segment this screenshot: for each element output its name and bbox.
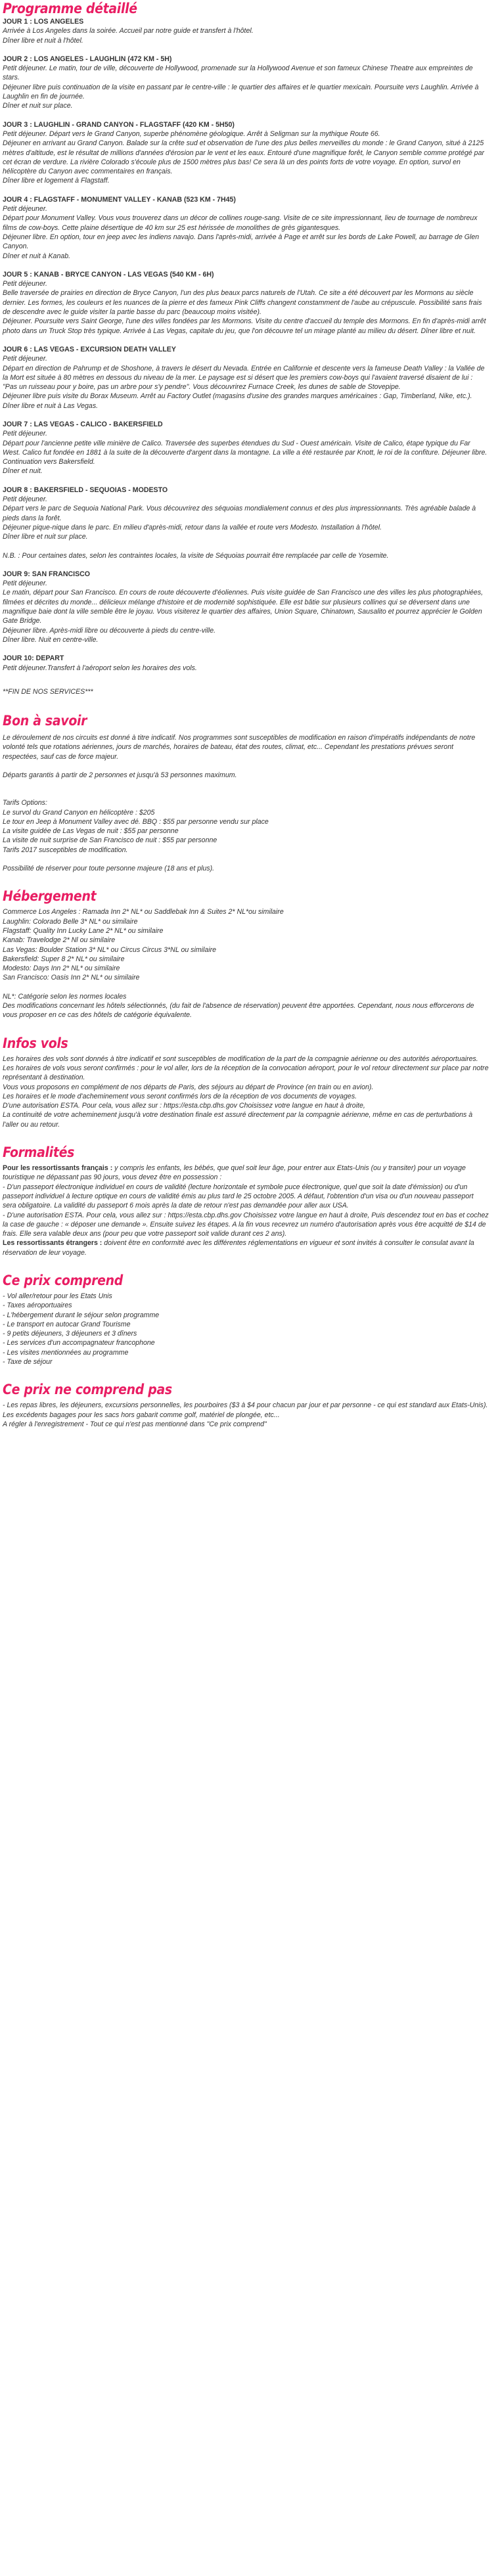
day-line: Dîner libre et nuit à l'hôtel. xyxy=(3,36,83,45)
day-block xyxy=(3,570,489,644)
hotel-item: Las Vegas: Boulder Station 3* NL* ou Circus Circus 3*NL ou similaire xyxy=(3,945,217,954)
hotel-item: San Francisco: Oasis Inn 2* NL* ou similaire xyxy=(3,974,140,982)
included-item: - Taxe de séjour xyxy=(3,1358,53,1367)
day-title: JOUR 7 : LAS VEGAS - CALICO - BAKERSFIELD xyxy=(3,420,163,428)
formalites-p4 xyxy=(3,1238,489,1257)
prix-comprend-list xyxy=(3,1292,489,1367)
formalites-p1-bold: Pour les ressortissants français : xyxy=(3,1164,113,1173)
options-list xyxy=(3,808,489,855)
included-item: - Vol aller/retour pour les Etats Unis xyxy=(3,1292,112,1300)
infos-vols-list xyxy=(3,1054,489,1129)
day-line: Dîner libre et nuit sur place. xyxy=(3,533,88,541)
day-line: Belle traversée de prairies en direction de Bryce Canyon, l'un des plus beaux parcs naturels de l'Utah. Ce site a été découvert par les Mormons au siècle dernier. Les formes, les couleurs et les nuances de la pierre et des fameux Pink Cliffs changent constamment de l'aube au crépuscule. Possibilité sans frais de descendre avec le guide visiter la partie basse du parc (beaucoup moins visitée). xyxy=(3,289,482,317)
day-line: Départ en direction de Pahrump et de Shoshone, à travers le désert du Nevada. Entrée en Californie et descente vers la fameuse Death Valley : la Vallée de la Mort est située à 80 mètres en dessous du niveau de la mer. Le paysage est si désert que les premiers cow-boys qui l'avaient traversé disaient de lui : "Pas un ruisseau pour y boire, pas un arbre pour s'y pendre". Vous découvrirez Furnace Creek, les dunes de sable de Stovepipe. xyxy=(3,364,485,392)
vol-info-line: Les horaires de vols vous seront confirmés : pour le vol aller, lors de la réception de la convocation aéroport, pour le vol retour directement sur place par notre représentant à destination. xyxy=(3,1064,489,1082)
hotel-note-2: Des modifications concernant les hôtels sélectionnés, (du fait de l'absence de réservation) peuvent être apportées. Cependant, nous nous efforcerons de vous proposer en ce cas des hôtels de catégorie équivalente. xyxy=(3,1002,474,1020)
included-item: - Les visites mentionnées au programme xyxy=(3,1348,129,1357)
day-line: Petit déjeuner. Le matin, tour de ville, découverte de Hollywood, promenade sur la Hollywood Avenue et son fameux Chinese Theatre aux empreintes de stars. xyxy=(3,64,473,82)
day-title: JOUR 9: SAN FRANCISCO xyxy=(3,570,91,578)
day-line: Déjeuner en arrivant au Grand Canyon. Balade sur la crête sud et observation de l'une des plus belles merveilles du monde : le Grand Canyon, situé à 2125 mètres d'altitude, est le résultat de millions d'années d'érosion par le vent et les eaux. Entouré d'une magnifique forêt, le Canyon semble comme protégé par cet écran de verdure. La rivière Colorado s'écoule plus de 1500 mètres plus bas! Ce sera là un des points forts de votre voyage. En option, survol en hélicoptère du Canyon avec commentaires en français. xyxy=(3,139,484,176)
day-block xyxy=(3,270,489,336)
day-title: JOUR 10: DEPART xyxy=(3,654,64,663)
day-block xyxy=(3,654,489,673)
day-line: Dîner libre et nuit à Las Vegas. xyxy=(3,401,99,410)
day-line: Petit déjeuner. Départ vers le Grand Canyon, superbe phénomène géologique. Arrêt à Seligman sur la mythique Route 66. xyxy=(3,129,380,138)
day-title: JOUR 1 : LOS ANGELES xyxy=(3,18,84,26)
included-item: - Le transport en autocar Grand Tourisme xyxy=(3,1320,131,1328)
day-block xyxy=(3,55,489,111)
day-line: Petit déjeuner. xyxy=(3,355,47,363)
day-title: JOUR 5 : KANAB - BRYCE CANYON - LAS VEGAS (540 KM - 6H) xyxy=(3,270,214,279)
day-line: Petit déjeuner. xyxy=(3,579,47,588)
hebergement-heading: Hébergement xyxy=(3,888,97,905)
day-title: JOUR 3 : LAUGHLIN - GRAND CANYON - FLAGSTAFF (420 KM - 5H50) xyxy=(3,120,235,129)
day-line: Petit déjeuner. xyxy=(3,280,47,288)
formalites-p1 xyxy=(3,1164,489,1183)
reserve-text: Possibilité de réserver pour toute personne majeure (18 ans et plus). xyxy=(3,865,215,873)
excluded-item: - Les repas libres, les déjeuners, excursions personnelles, les pourboires ($3 à $4 pour chacun par jour et par personne - ce qui est standard aux Etats-Unis). Les excédents bagages pour les sacs hors gabarit comme golf, matériel de plongée, etc... xyxy=(3,1401,488,1419)
departures-text: Départs garantis à partir de 2 personnes et jusqu'à 53 personnes maximum. xyxy=(3,771,237,779)
option-item: Le tour en Jeep à Monument Valley avec dé. BBQ : $55 par personne vendu sur place xyxy=(3,817,269,826)
excluded-item: A régler à l'enregistrement - Tout ce qui n'est pas mentionné dans "Ce prix comprend" xyxy=(3,1420,267,1428)
day-title: JOUR 2 : LOS ANGELES - LAUGHLIN (472 KM - 5H) xyxy=(3,55,172,63)
day-line: Petit déjeuner. xyxy=(3,205,47,214)
options-title: Tarifs Options: xyxy=(3,799,47,807)
vol-info-line: La continuité de votre acheminement jusqu'à votre destination finale est assuré directement par la compagnie aérienne, même en cas de perturbations à l'aller ou au retour. xyxy=(3,1111,473,1129)
day-line: Déjeuner pique-nique dans le parc. En milieu d'après-midi, retour dans la vallée et route vers Modesto. Installation à l'hôtel. xyxy=(3,523,382,531)
formalites-heading: Formalités xyxy=(3,1144,75,1161)
prix-ne-comprend-list xyxy=(3,1401,489,1429)
option-item: Le survol du Grand Canyon en hélicoptère : $205 xyxy=(3,808,155,817)
option-item: La visite de nuit surprise de San Francisco de nuit : $55 par personne xyxy=(3,836,217,845)
vol-info-line: Les horaires et le mode d'acheminement vous seront confirmés lors de la réception de vos documents de voyages. xyxy=(3,1092,357,1100)
day-line: Déjeuner libre puis continuation de la visite en passant par le centre-ville : le quartier des affaires et le quartier mexicain. Poursuite vers Laughlin. Arrivée à Laughlin en fin de journée. xyxy=(3,83,479,101)
day-block xyxy=(3,195,489,261)
option-item: La visite guidée de Las Vegas de nuit : $55 par personne xyxy=(3,827,179,836)
day-line: Petit déjeuner. xyxy=(3,495,47,504)
bon-a-savoir-heading: Bon à savoir xyxy=(3,713,87,729)
programme-heading: Programme détaillé xyxy=(3,1,137,16)
day-note: N.B. : Pour certaines dates, selon les contraintes locales, la visite de Séquoias pourrait être remplacée par celle de Yosemite. xyxy=(3,551,389,560)
day-line: Départ vers le parc de Sequoia National Park. Vous découvrirez des séquoias mondialement connus et des plus impressionnants. Très agréable balade à pieds dans la forêt. xyxy=(3,505,476,522)
included-item: - L'hébergement durant le séjour selon programme xyxy=(3,1311,160,1319)
day-line: Déjeuner. Poursuite vers Saint George, l'une des villes fondées par les Mormons. Visite du centre d'accueil du temple des Mormons. En fin d'après-midi arrêt photo dans un Truck Stop très typique. Arrivée à Las Vegas, capitale du jeu, que l'on découvre tel un mirage planté au milieu du désert. Dîner libre et nuit. xyxy=(3,317,486,335)
day-line: Dîner libre. Nuit en centre-ville. xyxy=(3,635,99,644)
end-marker: **FIN DE NOS SERVICES*** xyxy=(3,687,93,696)
hotel-item: Commerce Los Angeles : Ramada Inn 2* NL* ou Saddlebak Inn & Suites 2* NL*ou similaire xyxy=(3,908,284,916)
day-line: Déjeuner libre. Après-midi libre ou découverte à pieds du centre-ville. xyxy=(3,626,216,635)
day-title: JOUR 8 : BAKERSFIELD - SEQUOIAS - MODESTO xyxy=(3,486,168,494)
formalites-p1-text: y compris les enfants, les bébés, que quel soit leur âge, pour entrer aux Etats-Unis (ou y transiter) pour un voyage touristique ne dépassant pas 90 jours, vous devez être en possession : xyxy=(3,1164,466,1182)
hotel-note-1: NL*: Catégorie selon les normes locales xyxy=(3,992,127,1001)
formalites-p3: - D'une autorisation ESTA. Pour cela, vous allez sur : https://esta.cbp.dhs.gov Choisissez votre langue en haut à droite, Puis descendez tout en bas et cochez la case de gauche : « déposer une demande ». Ensuite suivez les étapes. A la fin vous recevrez un numéro d'autorisation après vous être acquitté de $14 de frais. Elle sera valable deux ans (pour peu que votre passeport soit valide durant ces 2 ans). xyxy=(3,1211,489,1238)
day-line: Dîner et nuit. xyxy=(3,467,43,476)
day-line: Déjeuner libre puis visite du Borax Museum. Arrêt au Factory Outlet (magasins d'usine des grandes marques américaines : Gap, Timberland, Nike, etc.). xyxy=(3,392,472,401)
vol-info-line: D'une autorisation ESTA. Pour cela, vous allez sur : https://esta.cbp.dhs.gov Choisissez votre langue en haut à droite, xyxy=(3,1102,365,1110)
bon-a-savoir-paragraph: Le déroulement de nos circuits est donné à titre indicatif. Nos programmes sont susceptibles de modification en raison d'impératifs indépendants de notre volonté tels que rotations aériennes, jours de marchés, horaires de bateau, état des routes, climat, etc... Cependant les prestations prévues seront respectées, sauf cas de force majeur. xyxy=(3,734,476,761)
day-title: JOUR 4 : FLAGSTAFF - MONUMENT VALLEY - KANAB (523 KM - 7H45) xyxy=(3,195,236,204)
day-line: Départ pour l'ancienne petite ville minière de Calico. Traversée des superbes étendues du Sud - Ouest américain. Visite de Calico, étape typique du Far West. Calico fut fondée en 1881 à la suite de la découverte d'argent dans la montagne. La ville a été restaurée par Knott, le roi de la confiture. Déjeuner libre. xyxy=(3,439,487,457)
included-item: - Les services d'un accompagnateur francophone xyxy=(3,1339,155,1347)
day-line: Départ pour Monument Valley. Vous vous trouverez dans un décor de collines rouge-sang. Visite de ce site impressionnant, lieu de tournage de nombreux films de cow-boys. Cette plaine désertique de 40 km sur 25 est hérissée de monolithes de grès gigantesques. xyxy=(3,214,478,232)
day-block xyxy=(3,486,489,560)
day-block xyxy=(3,420,489,476)
infos-vols-heading: Infos vols xyxy=(3,1035,68,1051)
day-line: Dîner libre et logement à Flagstaff. xyxy=(3,177,110,185)
hotel-item: Kanab: Travelodge 2* Nl ou similaire xyxy=(3,936,116,945)
included-item: - 9 petits déjeuners, 3 déjeuners et 3 dîners xyxy=(3,1330,137,1338)
hotels-list xyxy=(3,907,489,982)
hotel-item: Laughlin: Colorado Belle 3* NL* ou similaire xyxy=(3,917,138,926)
day-line: Le matin, départ pour San Francisco. En cours de route découverte d'éoliennes. Puis visite guidée de San Francisco une des villes les plus photographiées, filmées et décrites du monde... délicieux mélange d'histoire et de modernité sophistiquée. Elle est bâtie sur plusieurs collines qui se déversent dans une magnifique baie dont la ville semble être le joyau. Vous visiterez le quartier des affaires, Union Square, Chinatown, Sausalito et pourrez apprécier le Golden Gate Bridge. xyxy=(3,589,484,625)
day-line: Arrivée à Los Angeles dans la soirée. Accueil par notre guide et transfert à l'hôtel. xyxy=(3,27,254,35)
day-block xyxy=(3,17,489,45)
day-block xyxy=(3,120,489,186)
hotel-item: Bakersfield: Super 8 2* NL* ou similaire xyxy=(3,955,125,963)
hotel-item: Flagstaff: Quality Inn Lucky Lane 2* NL* ou similaire xyxy=(3,926,164,935)
day-line: Petit déjeuner. xyxy=(3,430,47,438)
day-line: Dîner et nuit sur place. xyxy=(3,102,73,110)
day-title: JOUR 6 : LAS VEGAS - EXCURSION DEATH VALLEY xyxy=(3,345,176,353)
vol-info-line: Vous vous proposons en complément de nos départs de Paris, des séjours au départ de Province (en train ou en avion). xyxy=(3,1083,374,1091)
hotel-item: Modesto: Days Inn 2* NL* ou similaire xyxy=(3,964,120,973)
prix-ne-comprend-heading: Ce prix ne comprend pas xyxy=(3,1382,172,1398)
day-line: Petit déjeuner.Transfert à l'aéroport selon les horaires des vols. xyxy=(3,664,197,672)
vol-info-line: Les horaires des vols sont donnés à titre indicatif et sont susceptibles de modification de la part de la compagnie aérienne ou des autorités aéroportuaires. xyxy=(3,1054,478,1063)
prix-comprend-heading: Ce prix comprend xyxy=(3,1272,124,1288)
programme-days xyxy=(3,17,489,673)
day-block xyxy=(3,345,489,411)
day-line: Déjeuner libre. En option, tour en jeep avec les indiens navajo. Dans l'après-midi, arrivée à Page et arrêt sur les bords de Lake Powell, au barrage de Glen Canyon. xyxy=(3,233,480,251)
included-item: - Taxes aéroportuaires xyxy=(3,1301,72,1310)
formalites-p4-text: doivent être en conformité avec les différentes réglementations en vigueur et sont invités à consulter le consulat avant la réservation de leur voyage. xyxy=(3,1239,474,1257)
formalites-p2: - D'un passeport électronique individuel en cours de validité (lecture horizontale et symbole puce électronique, quel que soit la date d'émission) ou d'un passeport individuel à lecture optique en cours de validité émis au plus tard le 25 octobre 2005. A défaut, l'obtention d'un visa ou d'un nouveau passeport sera obligatoire. La validité du passeport 6 mois après la date de retour n'est pas demandée pour aller aux USA. xyxy=(3,1183,474,1210)
option-item: Tarifs 2017 susceptibles de modification. xyxy=(3,846,128,854)
day-line: Dîner et nuit à Kanab. xyxy=(3,252,71,260)
day-line: Continuation vers Bakersfield. xyxy=(3,458,95,466)
formalites-p4-bold: Les ressortissants étrangers : xyxy=(3,1239,102,1248)
